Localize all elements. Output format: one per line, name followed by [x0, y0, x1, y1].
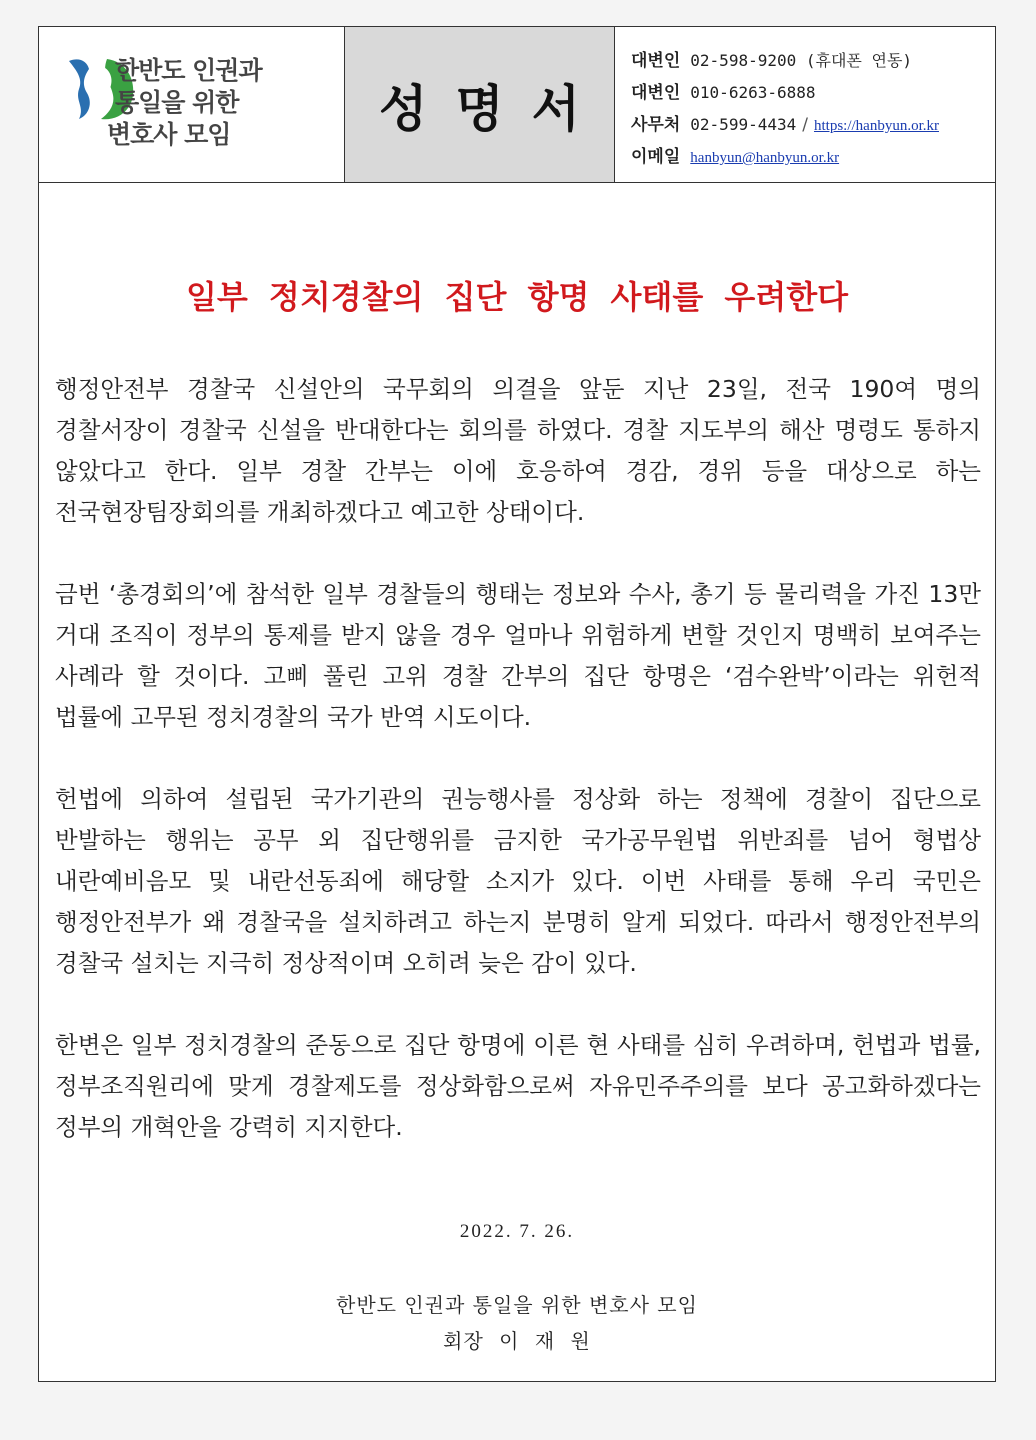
email-link[interactable]: hanbyun@hanbyun.or.kr — [690, 150, 840, 166]
statement-date: 2022. 7. 26. — [459, 1221, 575, 1242]
contact-row — [631, 77, 995, 109]
contact-label: 사무처 — [631, 115, 681, 135]
separator: / — [802, 115, 808, 135]
contact-row — [631, 109, 995, 142]
contact-info — [615, 27, 995, 182]
contact-label: 이메일 — [631, 147, 681, 167]
body-paragraph: 행정안전부 경찰국 신설안의 국무회의 의결을 앞둔 지난 23일, 전국 190여 명의 경찰서장이 경찰국 신설을 반대한다는 회의를 하였다. 경찰 지도부의 해산 명령도 통하지 않았다고 한다. 일부 경찰 간부는 이에 호응하여 경감, 경위 등을 대상으로 하는 전국현장팀장회의를 개최하겠다고 예고한 상태이다. — [55, 375, 981, 526]
issuing-organization: 한반도 인권과 통일을 위한 변호사 모임 — [336, 1293, 698, 1317]
contact-mobile: 010-6263-6888 — [690, 83, 816, 102]
statement-headline: 일부 정치경찰의 집단 항명 사태를 우려한다 — [185, 278, 849, 316]
logo-line-1: 한반도 인권과 — [115, 56, 262, 85]
logo-line-3: 변호사 모임 — [107, 120, 231, 149]
body-paragraph: 금번 ‘총경회의’에 참석한 일부 경찰들의 행태는 정보와 수사, 총기 등 물리력을 가진 13만 거대 조직이 정부의 통제를 받지 않을 경우 얼마나 위험하게 변할 것인지 명백히 보여주는 사례라 할 것이다. 고삐 풀린 고위 경찰 간부의 집단 항명은 ‘검수완박’이라는 위헌적 법률에 고무된 정치경찰의 국가 반역 시도이다. — [55, 580, 981, 731]
body-paragraph: 헌법에 의하여 설립된 국가기관의 권능행사를 정상화 하는 정책에 경찰이 집단으로 반발하는 행위는 공무 외 집단행위를 금지한 국가공무원법 위반죄를 넘어 형법상 내란예비음모 및 내란선동죄에 해당할 소지가 있다. 이번 사태를 통해 우리 국민은 행정안전부가 왜 경찰국을 설치하려고 하는지 분명히 알게 되었다. 따라서 행정안전부의 경찰국 설치는 지극히 정상적이며 오히려 늦은 감이 있다. — [55, 785, 981, 977]
document-type-title: 성명서 — [379, 79, 608, 138]
org-logo — [39, 27, 345, 182]
contact-label: 대변인 — [631, 83, 681, 103]
document-header — [39, 27, 995, 183]
contact-row — [631, 142, 995, 174]
signatory: 회장 이 재 원 — [443, 1329, 591, 1353]
body-paragraph: 한변은 일부 정치경찰의 준동으로 집단 항명에 이른 현 사태를 심히 우려하며, 헌법과 법률, 정부조직원리에 맞게 경찰제도를 정상화함으로써 자유민주주의를 보다 공고화하겠다는 정부의 개혁안을 강력히 지지한다. — [55, 1031, 981, 1141]
website-link[interactable]: https://hanbyun.or.kr — [813, 118, 939, 134]
contact-office-phone: 02-599-4434 — [690, 115, 797, 134]
contact-row — [631, 45, 995, 77]
contact-phone: 02-598-9200 (휴대폰 연동) — [690, 51, 913, 70]
statement-body — [55, 369, 981, 1189]
document-type-box — [345, 27, 615, 182]
contact-label: 대변인 — [631, 51, 681, 71]
org-logo-text — [107, 55, 262, 151]
logo-line-2: 통일을 위한 — [115, 88, 239, 117]
statement-document — [38, 26, 996, 1382]
